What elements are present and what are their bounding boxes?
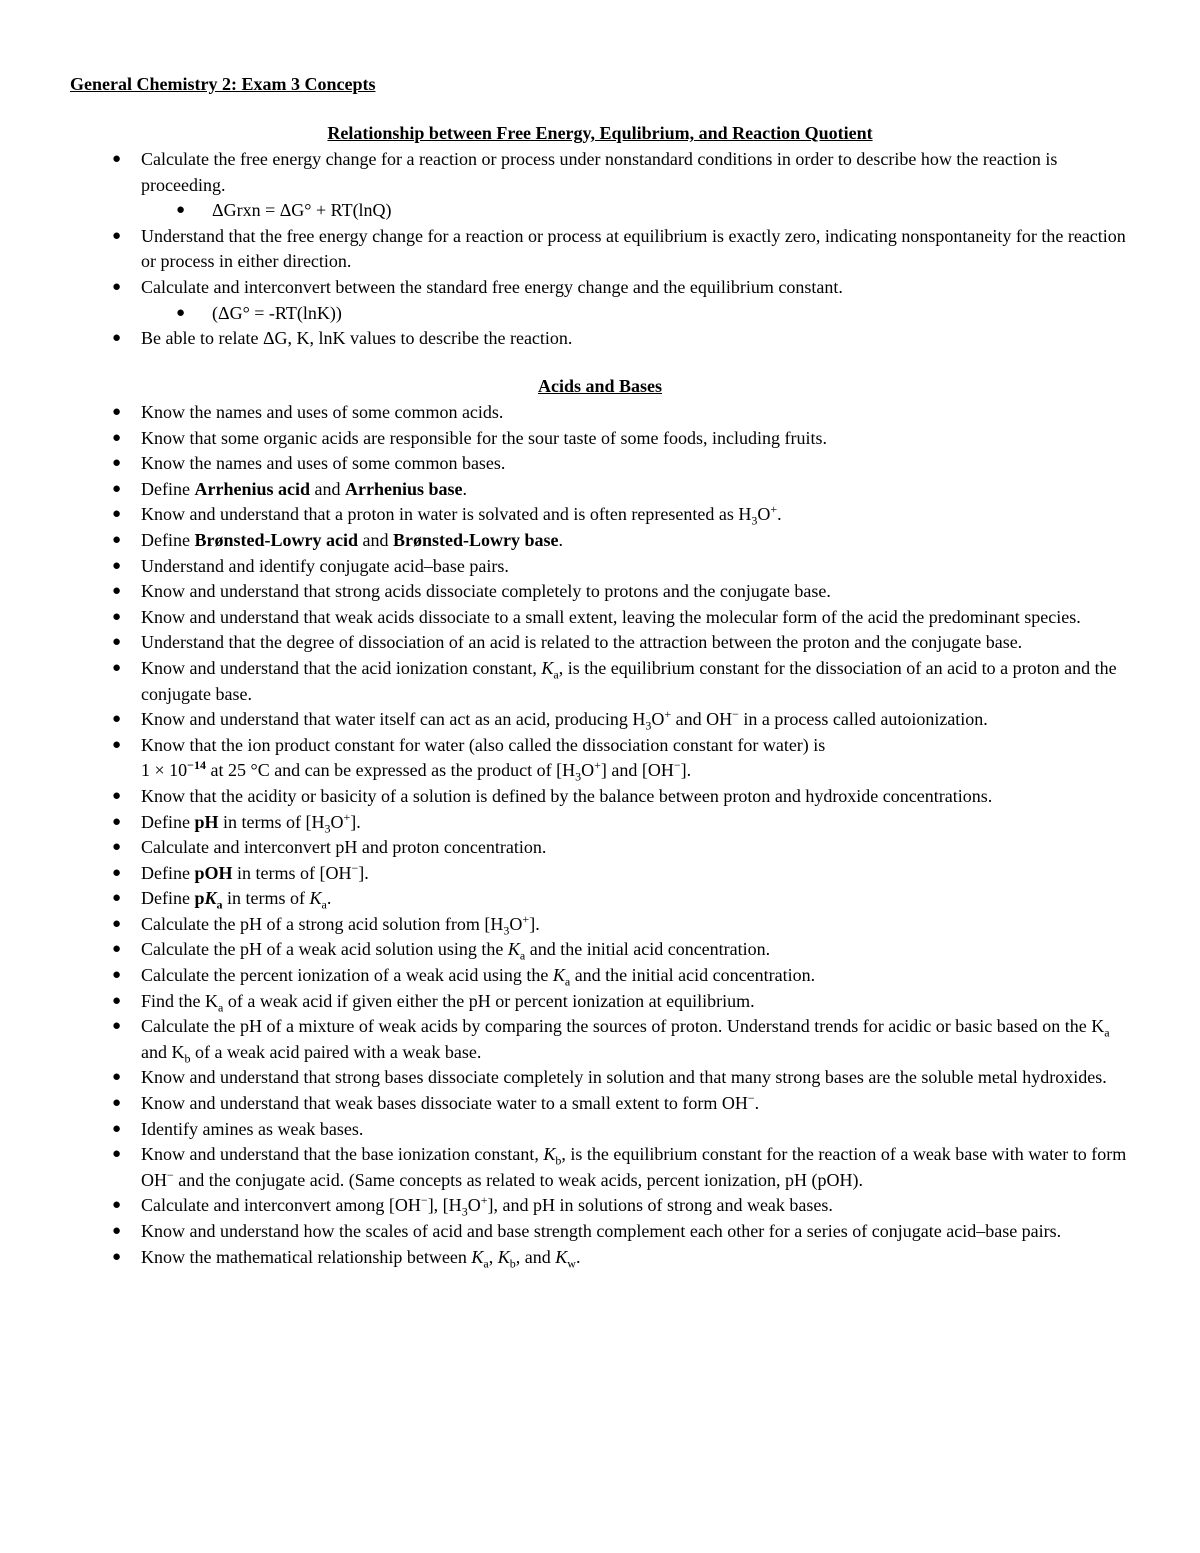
list-item: ● Define Brønsted-Lowry acid and Brønsted-Lowry base. (0, 528, 1130, 554)
bullet-icon: ● (112, 634, 122, 651)
bullet-icon: ● (112, 1069, 122, 1086)
term-bronsted-base: Brønsted-Lowry base (392, 529, 559, 550)
list-item: ● Define $pK_a$ in terms of $K_a$. (112, 888, 332, 912)
list-item: ● Know that the acidity or basicity of a solution is defined by the balance between proton and hydroxide concentrations. (0, 784, 1130, 810)
free-energy-concept-list (0, 147, 1130, 352)
bullet-icon: ● (112, 1197, 122, 1214)
list-item: ● Calculate the percent ionization of a weak acid using the $K_a$ and the initial acid concentration. (112, 965, 816, 989)
equation: (ΔG° = -RT(lnK)) (212, 302, 342, 323)
bullet-icon: ● (112, 429, 122, 446)
list-item: ● Know and understand that strong acids dissociate completely to protons and the conjugate base. (0, 579, 1130, 605)
list-item: ● Know that the ion product constant for water (also called the dissociation constant for water) is $1 \times 10^{-14}$ at 25 °C and can be expressed as the product of $[H_3O^+]$ and [OH−]. (112, 734, 826, 784)
bullet-icon: ● (112, 583, 122, 600)
bullet-icon: ● (112, 813, 122, 830)
equation: ΔGrxn = ΔG° + RT(lnQ) (212, 200, 392, 221)
bullet-icon: ● (112, 480, 122, 497)
list-item: ● Find the $K_a$ of a weak acid if given either the pH or percent ionization at equilibrium. (112, 990, 755, 1015)
list-item: ● Define Arrhenius acid and Arrhenius base. (0, 477, 1130, 503)
bullet-icon: ● (112, 1120, 122, 1137)
bullet-icon: ● (112, 151, 122, 167)
bullet-icon: ● (112, 1095, 122, 1112)
bullet-icon: ● (112, 227, 122, 244)
bullet-icon: ● (112, 787, 122, 804)
section-heading-free-energy: Relationship between Free Energy, Equlibrium, and Reaction Quotient (327, 123, 873, 143)
bullet-icon: ● (112, 404, 122, 420)
bullet-icon: ● (112, 278, 122, 295)
list-item (0, 198, 1130, 224)
list-item: ● Know that some organic acids are responsible for the sour taste of some foods, including fruits. (0, 426, 1130, 452)
bullet-icon: ● (112, 1146, 122, 1163)
list-item: ● Know and understand that a proton in water is solvated and is often represented as $H_3O^+$. (112, 502, 782, 528)
list-item: ● Be able to relate ΔG, K, lnK values to describe the reaction. (0, 326, 1130, 352)
section-heading-acids-bases: Acids and Bases (537, 376, 663, 396)
list-item: ● Understand and identify conjugate acid–base pairs. (0, 554, 1130, 580)
list-item (0, 301, 1130, 327)
bullet-icon: ● (112, 864, 122, 881)
bullet-icon: ● (112, 941, 122, 958)
list-item: ● Know and understand that the base ionization constant, $K_b$, is the equilibrium constant for the reaction of a weak base with water to form OH− and the conjugate acid. (Same concepts as related to weak acids, percent ionization, pH (pOH). (112, 1144, 1127, 1190)
list-item: ● Calculate and interconvert between the standard free energy change and the equilibrium constant. (0, 275, 1130, 301)
list-item: ● Calculate the free energy change for a reaction or process under nonstandard conditions in order to describe how the reaction is proceeding. (112, 149, 1058, 195)
list-item: ● Know and understand that weak acids dissociate to a small extent, leaving the molecular form of the acid the predominant species. (0, 605, 1130, 631)
term-bronsted-acid: Brønsted-Lowry acid (194, 529, 358, 550)
bullet-icon: ● (112, 915, 122, 932)
document-title: General Chemistry 2: Exam 3 Concepts (70, 74, 376, 94)
list-item: ● Know and understand that weak bases dissociate water to a small extent to form OH−. (0, 1091, 1130, 1117)
bullet-icon: ● (112, 890, 122, 907)
list-item: ● Understand that the free energy change for a reaction or process at equilibrium is exactly zero, indicating nonspontaneity for the reaction or process in either direction. (112, 225, 1126, 272)
acids-bases-concept-list (0, 400, 1130, 1270)
list-item: ● Calculate the pH of a mixture of weak acids by comparing the sources of proton. Understand trends for acidic or basic based on the $K_a$ and $K_b$ of a weak acid paired with a weak base. (112, 1016, 1110, 1066)
list-item: ● Define pH in terms of $[H_3O^+]$. (112, 809, 361, 836)
list-item: ● Identify amines as weak bases. (0, 1117, 1130, 1143)
bullet-icon: ● (112, 531, 122, 548)
bullet-icon: ● (112, 659, 122, 676)
bullet-icon: ● (112, 711, 122, 728)
list-item: ● Know the names and uses of some common acids. (0, 400, 1130, 426)
bullet-icon: ● (176, 202, 186, 219)
bullet-icon: ● (112, 506, 122, 523)
bullet-icon: ● (112, 1223, 122, 1239)
list-item: ● Calculate the pH of a strong acid solution from $[H_3O^+]$. (112, 911, 540, 938)
list-item: ● Know and understand how the scales of acid and base strength complement each other for a series of conjugate acid–base pairs. (0, 1219, 1130, 1245)
list-item: ● Calculate and interconvert pH and proton concentration. (0, 835, 1130, 861)
bullet-icon: ● (112, 992, 122, 1009)
list-item: ● Know the mathematical relationship between $K_a$, $K_b$, and $K_w$. (112, 1246, 581, 1271)
bullet-icon: ● (112, 839, 122, 856)
term-arrhenius-base: Arrhenius base (345, 478, 463, 499)
bullet-icon: ● (112, 330, 122, 347)
list-item: ● Know the names and uses of some common bases. (0, 451, 1130, 477)
bullet-icon: ● (112, 1248, 122, 1265)
bullet-icon: ● (112, 455, 122, 472)
bullet-icon: ● (112, 736, 122, 753)
bullet-icon: ● (112, 557, 122, 574)
bullet-icon: ● (112, 1018, 122, 1035)
list-item: ● Calculate and interconvert among [OH−], $[H_3O^+]$, and pH in solutions of strong and weak bases. (112, 1193, 833, 1219)
list-item: ● Know and understand that water itself can act as an acid, producing $H_3O^+$ and OH− in a process called autoionization. (112, 707, 988, 733)
list-item: ● Define pOH in terms of [OH−]. (0, 861, 1130, 887)
list-item: ● Understand that the degree of dissociation of an acid is related to the attraction between the proton and the conjugate base. (0, 630, 1130, 656)
list-item: ● Know and understand that strong bases dissociate completely in solution and that many strong bases are the soluble metal hydroxides. (0, 1065, 1130, 1091)
bullet-icon: ● (176, 304, 186, 321)
list-item: ● Calculate the pH of a weak acid solution using the $K_a$ and the initial acid concentration. (112, 939, 771, 964)
bullet-icon: ● (112, 608, 122, 625)
term-arrhenius-acid: Arrhenius acid (194, 478, 310, 499)
bullet-icon: ● (112, 967, 122, 984)
list-item: ● Know and understand that the acid ionization constant, $K_a$, is the equilibrium constant for the dissociation of an acid to a proton and the conjugate base. (112, 657, 1117, 704)
